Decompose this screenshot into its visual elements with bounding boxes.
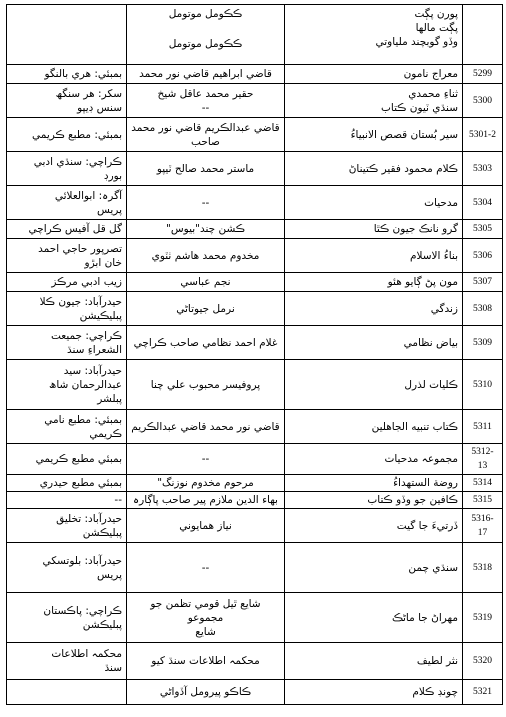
publisher-cell-line: پبليڪيشن (79, 309, 122, 322)
book-title-cell (285, 475, 463, 492)
author-cell-line: نجم عباسي (180, 276, 231, 288)
author-cell-line: قاضي عبدالڪريم قاضي نور محمد (131, 121, 280, 134)
header-title-cell (285, 5, 463, 65)
author-cell (127, 326, 285, 360)
author-cell-line: شايع (195, 625, 216, 638)
publisher-cell (7, 84, 127, 118)
table-row (7, 680, 503, 705)
book-title-cell (285, 360, 463, 410)
book-title-cell (285, 118, 463, 152)
publisher-cell-line: سنڌ (104, 662, 122, 674)
book-title-cell-line: مجموعہ مدحيات (384, 453, 458, 465)
catalog-number-cell: 5299 (463, 65, 503, 84)
book-title-cell-line: ڪافين جو وڏو ڪتاب (367, 494, 458, 506)
publisher-cell-line: بمبئي: مطبع نامي (44, 413, 122, 426)
author-cell-line: ڪاڪو پيرومل آڏواڻي (159, 686, 252, 698)
book-title-cell (285, 680, 463, 705)
author-cell-line: -- (201, 196, 210, 209)
author-cell-line: -- (201, 561, 210, 574)
publisher-cell (7, 220, 127, 239)
header-author-line: ڪڪومل موتومل (168, 38, 243, 50)
table-row (7, 492, 503, 509)
publisher-cell-line: حيدرآباد: تخليق (56, 512, 122, 525)
author-cell-line: صاحب (191, 135, 220, 148)
author-cell (127, 492, 285, 509)
author-cell-line: حقير محمد عاقل شيخ (157, 87, 254, 100)
table-row (7, 326, 503, 360)
catalog-number-cell: 5314 (463, 475, 503, 492)
book-title-cell-line: بياض نظامي (403, 336, 458, 349)
book-title-cell-line: نثر لطيف (416, 655, 458, 667)
catalog-number-cell: 5303 (463, 152, 503, 186)
author-cell (127, 118, 285, 152)
table-row (7, 410, 503, 444)
author-cell (127, 643, 285, 680)
book-title-cell-line: زندگي (430, 302, 458, 315)
catalog-number-cell: 5309 (463, 326, 503, 360)
book-title-cell-line: سير بُستان قصص الانبياءُ (350, 128, 458, 141)
book-title-cell (285, 220, 463, 239)
publisher-cell (7, 492, 127, 509)
catalog-number-cell: 5320 (463, 643, 503, 680)
author-cell (127, 273, 285, 292)
header-number-cell (463, 5, 503, 65)
author-cell (127, 680, 285, 705)
catalog-number-cell: 5310 (463, 360, 503, 410)
publisher-cell-line: حيدرآباد: جيون ڪلا (39, 295, 122, 308)
publisher-cell-line: بمبئي مطبع حيدري (39, 477, 122, 489)
publisher-cell (7, 360, 127, 410)
catalog-number-cell: 5312-13 (463, 444, 503, 475)
book-title-cell (285, 65, 463, 84)
catalog-number-cell: 5308 (463, 292, 503, 326)
publisher-cell-line: پبليڪشن (82, 526, 122, 539)
publisher-cell-line: زيب ادبي مرڪز (51, 276, 122, 288)
author-cell-line: -- (201, 453, 210, 465)
publisher-cell-line: سنس ڊيپو (77, 101, 122, 114)
catalog-number-cell: 5301-2 (463, 118, 503, 152)
header-author-cell (127, 5, 285, 65)
book-title-cell (285, 593, 463, 643)
author-cell (127, 186, 285, 220)
author-cell-line: محکمہ اطلاعات سنڌ کيو (151, 655, 260, 667)
table-row (7, 220, 503, 239)
catalog-number-cell: 5321 (463, 680, 503, 705)
catalog-number-cell: 5315 (463, 492, 503, 509)
publisher-cell (7, 475, 127, 492)
publisher-cell-line: پريس (96, 203, 122, 216)
author-cell-line: قاضي نور محمد قاضي عبدالڪريم (131, 420, 280, 433)
table-row (7, 65, 503, 84)
author-cell-line: بھاء الدين ملازم پير صاحب پاڳارہ (133, 494, 278, 506)
author-cell (127, 475, 285, 492)
author-cell-line: ڪشن چند"بيوس" (166, 223, 245, 235)
publisher-cell-line: ڪراچي: سنڌي ادبي (33, 155, 122, 168)
book-title-cell (285, 292, 463, 326)
publisher-cell-line: گل قل آفيس ڪراچي (28, 223, 122, 235)
catalog-number-cell: 5318 (463, 543, 503, 593)
table-row (7, 186, 503, 220)
publisher-cell-line: -- (114, 494, 122, 506)
author-cell (127, 152, 285, 186)
book-title-cell (285, 84, 463, 118)
book-title-cell-line: ڪتاب تنبيه الجاھلين (371, 420, 458, 433)
publisher-cell-line: ڪراچي: پاڪستان (43, 604, 122, 617)
table-row (7, 152, 503, 186)
publisher-cell-line: بمبئي: مطبع ڪريمي (32, 128, 122, 141)
catalog-number-cell: 5305 (463, 220, 503, 239)
table-row (7, 509, 503, 543)
header-title-line: وڏو گوبچند ملياوتي (375, 36, 458, 48)
book-title-cell-line: مدحيات (424, 196, 458, 209)
table-row (7, 360, 503, 410)
book-title-cell (285, 543, 463, 593)
catalog-number-cell: 5300 (463, 84, 503, 118)
table-row (7, 84, 503, 118)
publisher-cell-line: ڪريمي (89, 427, 122, 440)
publisher-cell-line: سکر: ھر سنگھ (55, 87, 122, 100)
book-title-cell-line: ڪليات لذرل (404, 378, 458, 391)
publisher-cell (7, 292, 127, 326)
publisher-cell-line: الشعراءِ سنڌ (66, 343, 122, 356)
book-title-cell-line: بناءُ الاسلام (409, 249, 458, 262)
author-cell-line: ماستر محمد صالح ٽيپو (156, 162, 255, 175)
publisher-cell (7, 509, 127, 543)
author-cell (127, 360, 285, 410)
author-cell-line: پروفيسر محبوب علي چنا (150, 378, 261, 391)
author-cell-line: نياز ھمايوني (179, 519, 232, 532)
book-title-cell (285, 492, 463, 509)
catalog-number-cell: 5307 (463, 273, 503, 292)
publisher-cell (7, 543, 127, 593)
book-title-cell (285, 643, 463, 680)
author-cell-line: مرحوم مخدوم نوزنگ" (157, 477, 254, 489)
publisher-cell-line: بمبئي مطبع ڪريمي (35, 453, 122, 465)
book-title-cell (285, 186, 463, 220)
book-title-cell-line: سنڌي چمن (408, 561, 458, 574)
table-row (7, 643, 503, 680)
header-title-line: پڳت مالھا (415, 22, 458, 34)
author-cell (127, 543, 285, 593)
author-cell (127, 239, 285, 273)
author-cell (127, 65, 285, 84)
book-title-cell-line: روضة الستهداءُ (393, 477, 458, 489)
publisher-cell (7, 186, 127, 220)
publisher-cell-line: بمبئي: ھري بالنگو (44, 68, 122, 80)
publisher-cell-line: بورڊ (103, 169, 122, 182)
author-cell (127, 220, 285, 239)
publisher-cell-line: آگرہ: ابوالعلائي (54, 189, 122, 202)
catalog-number-cell: 5311 (463, 410, 503, 444)
table-row (7, 118, 503, 152)
table-row (7, 292, 503, 326)
book-title-cell (285, 509, 463, 543)
catalog-number-cell: 5319 (463, 593, 503, 643)
author-cell-line: مخدوم محمد ھاشم ٺٽوي (151, 249, 260, 262)
table-row (7, 444, 503, 475)
author-cell-line: قاضي ابراھيم قاضي نور محمد (139, 68, 272, 80)
book-title-cell-line: ڏرتيءَ جا گيت (396, 519, 458, 532)
author-cell (127, 292, 285, 326)
book-title-cell-line: چونڊ ڪلام (412, 686, 458, 698)
header-row (7, 5, 503, 65)
book-title-cell (285, 239, 463, 273)
header-author-line: ڪڪومل موتومل (168, 8, 243, 20)
book-title-cell-line: معراج نامون (403, 68, 458, 80)
publisher-cell (7, 152, 127, 186)
publisher-cell (7, 680, 127, 705)
book-title-cell (285, 326, 463, 360)
author-cell (127, 509, 285, 543)
book-title-cell-line: سنڌي ٽيون ڪتاب (381, 101, 458, 114)
catalog-number-cell: 5304 (463, 186, 503, 220)
book-title-cell (285, 152, 463, 186)
book-title-cell (285, 410, 463, 444)
table-row (7, 239, 503, 273)
publisher-cell (7, 65, 127, 84)
publisher-cell-line: عبدالرحمان شاھ (49, 378, 122, 391)
author-cell-line: -- (201, 101, 210, 114)
publisher-cell (7, 643, 127, 680)
publisher-cell-line: پبليڪشن (82, 618, 122, 631)
publisher-cell (7, 444, 127, 475)
book-title-cell-line: ثناءِ محمدي (408, 87, 458, 100)
author-cell-line: شايع ٿيل قومي تظمن جو مجموعو (150, 597, 261, 624)
publisher-cell-line: پبلشر (97, 392, 122, 405)
author-cell (127, 593, 285, 643)
publisher-cell-line: خان ابڙو (84, 256, 122, 269)
author-cell (127, 444, 285, 475)
table-row (7, 273, 503, 292)
table-row (7, 593, 503, 643)
publisher-cell (7, 410, 127, 444)
publisher-cell (7, 593, 127, 643)
book-title-cell (285, 273, 463, 292)
table-row (7, 543, 503, 593)
book-title-cell-line: مھراڻ جا ماڻڪ (391, 611, 458, 624)
catalog-table (6, 4, 503, 705)
book-title-cell-line: گرو نانڪ جيون ڪٿا (373, 223, 458, 235)
publisher-cell (7, 118, 127, 152)
author-cell (127, 410, 285, 444)
publisher-cell (7, 326, 127, 360)
publisher-cell (7, 239, 127, 273)
publisher-cell-line: محکمہ اطلاعات (51, 648, 122, 660)
book-title-cell-line: ڪلام محمود فقير ڪتيناڻ (348, 162, 458, 175)
author-cell-line: نرمل جيوتاڻي (176, 302, 235, 315)
publisher-cell-line: حيدرآباد: بلوتسکي (42, 554, 122, 567)
book-title-cell (285, 444, 463, 475)
author-cell (127, 84, 285, 118)
catalog-number-cell: 5306 (463, 239, 503, 273)
author-cell-line: غلام احمد نظامي صاحب ڪراچي (133, 336, 278, 349)
header-publisher-cell (7, 5, 127, 65)
catalog-number-cell: 5316-17 (463, 509, 503, 543)
table-row (7, 475, 503, 492)
publisher-cell-line: حيدرآباد: سيد (63, 364, 122, 377)
header-title-line: پورن پڳت (414, 8, 458, 20)
publisher-cell (7, 273, 127, 292)
publisher-cell-line: تصرپور حاجي احمد (38, 242, 122, 255)
publisher-cell-line: ڪراچي: جميعت (50, 329, 122, 342)
book-title-cell-line: مون پڻ ڳايو ھئو (387, 276, 458, 288)
publisher-cell-line: پريس (96, 568, 122, 581)
